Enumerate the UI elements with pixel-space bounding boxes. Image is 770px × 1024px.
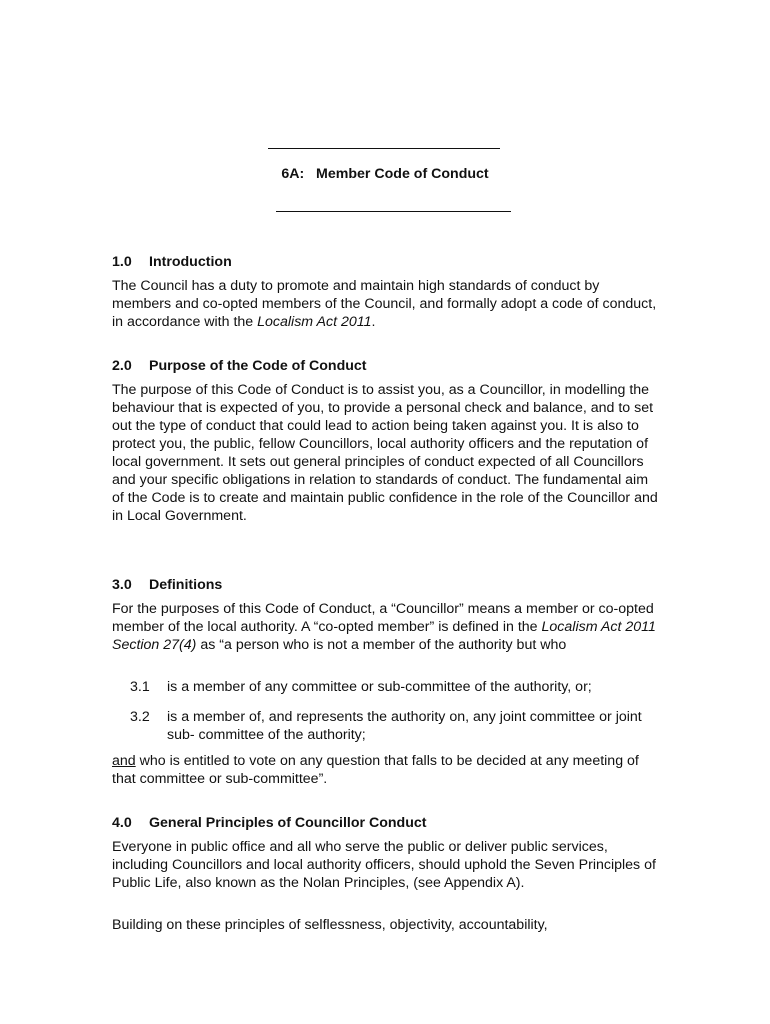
item-number: 3.2	[130, 709, 150, 725]
principles-paragraph: Everyone in public office and all who serve the public or deliver public services, including Councillors and local authority officers, should uphold the Seven Principles of Public Life, also known as the Nolan Principles, (see Appendix A).	[112, 839, 656, 891]
section-number: 3.0	[112, 577, 132, 593]
section-title: General Principles of Councillor Conduct	[149, 815, 427, 831]
title-rule-bottom	[276, 211, 511, 212]
section-title: Definitions	[149, 577, 223, 593]
item-text: is a member of any committee or sub-committee of the authority, or;	[167, 679, 592, 695]
principles-paragraph-2: Building on these principles of selflessness, objectivity, accountability,	[112, 917, 548, 933]
item-number: 3.1	[130, 679, 150, 695]
page-title-text: 6A: Member Code of Conduct	[281, 166, 489, 182]
page-title	[0, 165, 770, 183]
section-heading-definitions	[112, 576, 222, 594]
section-number: 1.0	[112, 254, 132, 270]
title-rule-top	[268, 148, 500, 149]
definitions-paragraph: For the purposes of this Code of Conduct, a “Councillor” means a member or co-opted member of the local authority. A “co-opted member” is defined in the Localism Act 2011 Section 27(4) as “a person who is not a member of the authority but who	[112, 601, 656, 653]
section-number: 2.0	[112, 358, 132, 374]
section-title: Introduction	[149, 254, 232, 270]
introduction-paragraph: The Council has a duty to promote and maintain high standards of conduct by members and co-opted members of the Council, and formally adopt a code of conduct, in accordance with the Localism Act 2011.	[112, 278, 657, 330]
section-number: 4.0	[112, 815, 132, 831]
act-citation: Localism Act 2011	[257, 314, 372, 330]
section-title: Purpose of the Code of Conduct	[149, 358, 367, 374]
definitions-closing: and who is entitled to vote on any question that falls to be decided at any meeting of that committee or sub-committee”.	[112, 753, 639, 787]
section-heading-purpose	[112, 357, 367, 375]
section-heading-introduction	[112, 253, 232, 271]
act-citation: Localism Act 2011 Section 27(4)	[112, 619, 656, 653]
item-text: is a member of, and represents the authority on, any joint committee or joint sub- committee of the authority;	[167, 709, 642, 743]
section-heading-general-principles	[112, 814, 426, 832]
underlined-and: and	[112, 753, 136, 769]
purpose-paragraph: The purpose of this Code of Conduct is to assist you, as a Councillor, in modelling the behaviour that is expected of you, to provide a personal check and balance, and to set out the type of conduct that could lead to action being taken against you. It is also to protect you, the public, fellow Councillors, local authority officers and the reputation of local government. It sets out general principles of conduct expected of all Councillors and your specific obligations in relation to standards of conduct. The fundamental aim of the Code is to create and maintain public confidence in the role of the Councillor and in Local Government.	[112, 382, 658, 524]
